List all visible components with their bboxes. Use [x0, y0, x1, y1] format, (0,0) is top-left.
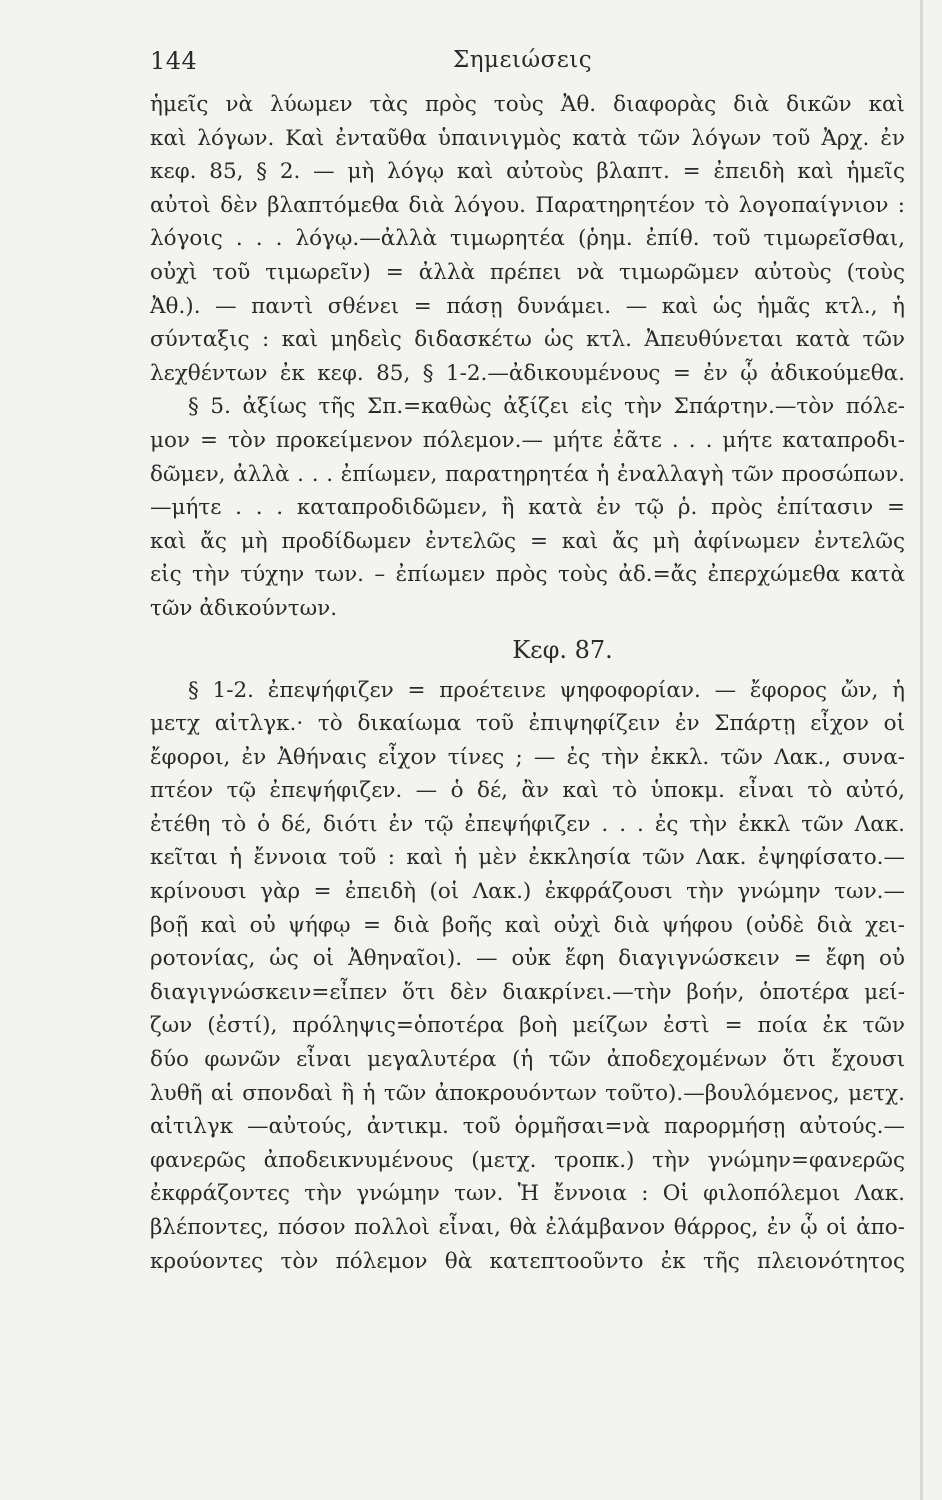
text-line: κεῖται ἡ ἔννοια τοῦ : καὶ ἡ μὲν ἐκκλησία τῶν Λακ. ἐψηφίσατο.—: [150, 845, 905, 871]
text-line: Ἀθ.). — παντὶ σθένει = πάσῃ δυνάμει. — καὶ ὡς ἡμᾶς κτλ., ἡ: [150, 293, 905, 319]
text-line: ἐτέθη τὸ ὁ δέ, διότι ἐν τῷ ἐπεψήφιζεν . . . ἐς τὴν ἐκκλ τῶν Λακ.: [150, 811, 905, 837]
text-line: λόγοις . . . λόγῳ.—ἀλλὰ τιμωρητέα (ῥημ. ἐπίθ. τοῦ τιμωρεῖσθαι,: [150, 226, 905, 252]
text-line: δῶμεν, ἀλλὰ . . . ἐπίωμεν, παρατηρητέα ἡ ἐναλλαγὴ τῶν προσώπων.: [150, 461, 905, 487]
text-line: κρούοντες τὸν πόλεμον θὰ κατεπτοοῦντο ἐκ τῆς πλειονότητος: [150, 1248, 905, 1274]
text-line: αὐτοὶ δὲν βλαπτόμεθα διὰ λόγου. Παρατηρητέον τὸ λογοπαίγνιον :: [150, 192, 905, 218]
text-line: ζων (ἐστί), πρόληψις=ὁποτέρα βοὴ μείζων ἐστὶ = ποία ἐκ τῶν: [150, 1013, 905, 1039]
text-line: οὐχὶ τοῦ τιμωρεῖν) = ἀλλὰ πρέπει νὰ τιμωρῶμεν αὐτοὺς (τοὺς: [150, 259, 905, 285]
text-line: ἐκφράζοντες τὴν γνώμην των. Ἡ ἔννοια : Οἱ φιλοπόλεμοι Λακ.: [150, 1181, 905, 1207]
text-line: καὶ λόγων. Καὶ ἐνταῦθα ὑπαινιγμὸς κατὰ τῶν λόγων τοῦ Ἀρχ. ἐν: [150, 125, 905, 151]
chapter-heading: Κεφ. 87.: [512, 635, 613, 664]
text-line: εἰς τὴν τύχην των. – ἐπίωμεν πρὸς τοὺς ἀδ.=ἄς ἐπερχώμεθα κατὰ: [150, 562, 905, 588]
text-line: τῶν ἀδικούντων.: [150, 595, 338, 621]
text-line: § 1-2. ἐπεψήφιζεν = προέτεινε ψηφοφορίαν. — ἔφορος ὤν, ἡ: [188, 677, 905, 703]
text-line: λεχθέντων ἐκ κεφ. 85, § 1-2.—ἀδικουμένους = ἐν ᾧ ἀδικούμεθα.: [150, 360, 905, 386]
text-line: διαγιγνώσκειν=εἶπεν ὅτι δὲν διακρίνει.—τὴν βοήν, ὁποτέρα μεί-: [150, 979, 905, 1005]
text-line: ἡμεῖς νὰ λύωμεν τὰς πρὸς τοὺς Ἀθ. διαφορὰς διὰ δικῶν καὶ: [150, 92, 905, 117]
notes-chapter-86-continued: [150, 88, 905, 626]
text-line: ἔφοροι, ἐν Ἀθήναις εἶχον τίνες ; — ἐς τὴν ἐκκλ. τῶν Λακ., συνα-: [150, 744, 905, 770]
text-line: βοῇ καὶ οὐ ψήφῳ = διὰ βοῆς καὶ οὐχὶ διὰ ψήφου (οὐδὲ διὰ χει-: [150, 912, 905, 938]
text-line: κεφ. 85, § 2. — μὴ λόγῳ καὶ αὐτοὺς βλαπτ. = ἐπειδὴ καὶ ἡμεῖς: [150, 159, 905, 185]
text-line: § 5. ἀξίως τῆς Σπ.=καθὼς ἀξίζει εἰς τὴν Σπάρτην.—τὸν πόλε-: [188, 394, 905, 420]
text-line: ροτονίας, ὡς οἱ Ἀθηναῖοι). — οὐκ ἔφη διαγιγνώσκειν = ἔφη οὐ: [150, 946, 905, 972]
text-line: φανερῶς ἀποδεικνυμένους (μετχ. τροπκ.) τὴν γνώμην=φανερῶς: [150, 1147, 905, 1173]
text-line: καὶ ἄς μὴ προδίδωμεν ἐντελῶς = καὶ ἄς μὴ ἀφίνωμεν ἐντελῶς: [150, 528, 905, 554]
text-line: μον = τὸν προκείμενον πόλεμον.— μήτε ἐᾶτε . . . μήτε καταπροδι-: [150, 427, 905, 453]
text-line: κρίνουσι γὰρ = ἐπειδὴ (οἱ Λακ.) ἐκφράζουσι τὴν γνώμην των.—: [150, 879, 905, 905]
text-line: σύνταξις : καὶ μηδεὶς διδασκέτω ὡς κτλ. Ἀπευθύνεται κατὰ τῶν: [150, 327, 905, 353]
text-line: πτέον τῷ ἐπεψήφιζεν. — ὁ δέ, ἂν καὶ τὸ ὑποκμ. εἶναι τὸ αὐτό,: [150, 778, 905, 804]
text-line: —μήτε . . . καταπροδιδῶμεν, ἢ κατὰ ἐν τῷ ῥ. πρὸς ἐπίτασιν =: [150, 495, 905, 521]
text-line: αἰτιλγκ —αὐτούς, ἀντικμ. τοῦ ὁρμῆσαι=νὰ παρορμήσῃ αὐτούς.—: [150, 1114, 905, 1140]
body-text: [150, 88, 905, 1278]
page-number: 144: [150, 47, 198, 75]
running-head: Σημειώσεις: [453, 47, 593, 73]
text-line: βλέποντες, πόσον πολλοὶ εἶναι, θὰ ἐλάμβανον θάρρος, ἐν ᾧ οἱ ἀπο-: [150, 1215, 905, 1240]
text-line: δύο φωνῶν εἶναι μεγαλυτέρα (ἡ τῶν ἀποδεχομένων ὅτι ἔχουσι: [150, 1047, 905, 1073]
notes-chapter-87: [150, 674, 905, 1279]
page-edge-shadow: [920, 0, 923, 1500]
text-line: λυθῆ αἱ σπονδαὶ ἢ ἡ τῶν ἀποκρουόντων τοῦτο).—βουλόμενος, μετχ.: [150, 1080, 905, 1106]
text-line: μετχ αἰτλγκ.· τὸ δικαίωμα τοῦ ἐπιψηφίζειν ἐν Σπάρτῃ εἶχον οἱ: [150, 711, 905, 737]
